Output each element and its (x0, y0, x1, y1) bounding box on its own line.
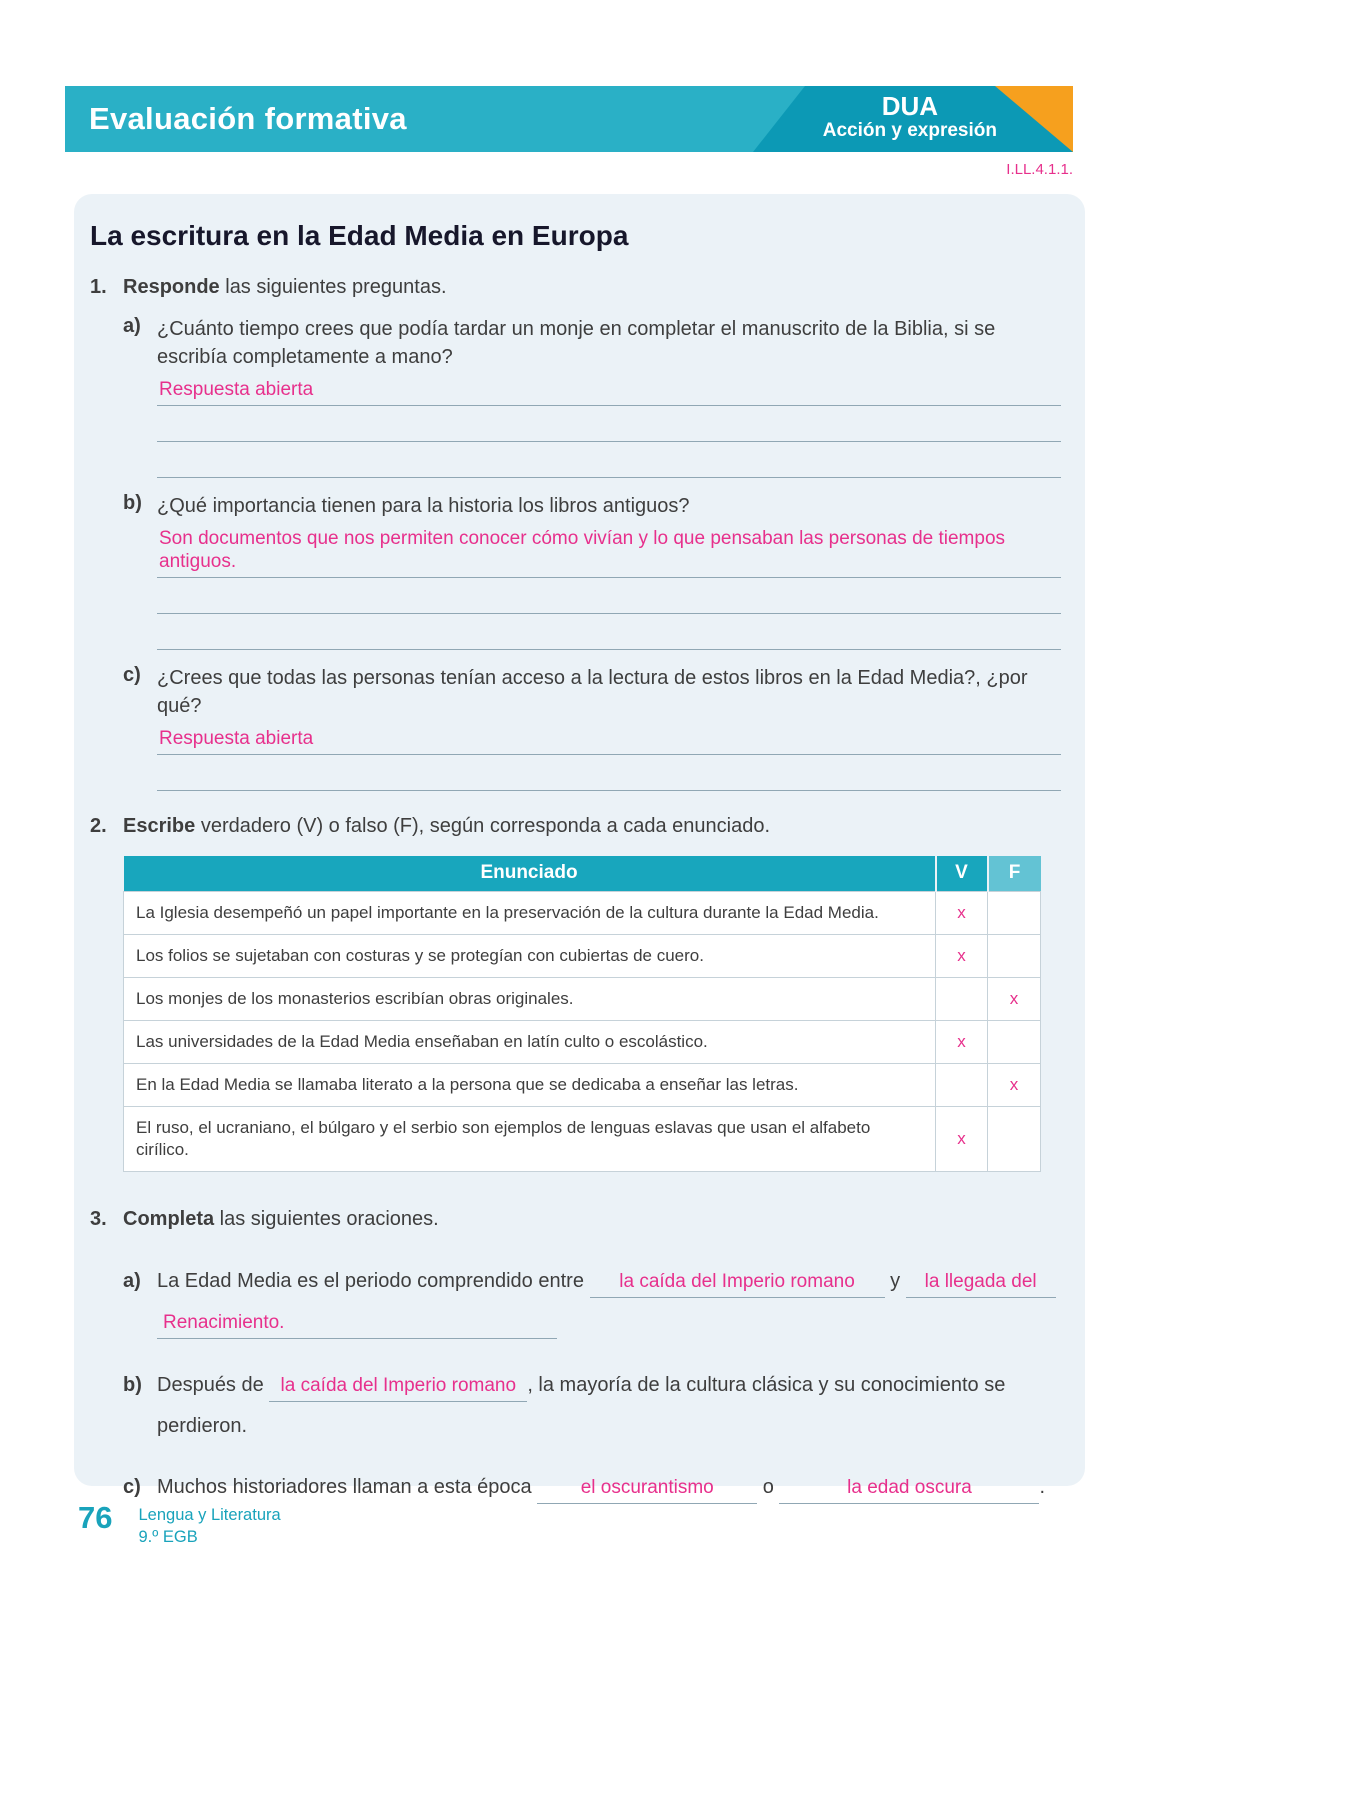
statement-text: La Iglesia desempeñó un papel importante en la preservación de la cultura durante la Edad Media. (124, 891, 936, 934)
question-text: ¿Crees que todas las personas tenían acceso a la lectura de estos libros en la Edad Media?, ¿por qué? (157, 667, 1028, 717)
fill-in-blank[interactable]: la caída del Imperio romano (590, 1270, 885, 1298)
table-row (124, 934, 1041, 977)
question-text: ¿Qué importancia tienen para la historia los libros antiguos? (157, 495, 690, 517)
q3-item-a (123, 1261, 1061, 1343)
sentence: Después de la caída del Imperio romano , la mayoría de la cultura clásica y su conocimiento se perdieron. (157, 1374, 1006, 1438)
footer-grade: 9.º EGB (138, 1528, 198, 1547)
v-mark-cell[interactable] (936, 1063, 988, 1106)
answer-text: Respuesta abierta (159, 379, 314, 400)
f-mark-cell[interactable] (988, 1020, 1041, 1063)
f-mark-cell[interactable]: x (988, 977, 1041, 1020)
answer-blank-line[interactable] (157, 442, 1061, 478)
table-header-row (124, 856, 1041, 891)
fill-in-blank[interactable]: la caída del Imperio romano (269, 1374, 527, 1402)
answer-blank-line[interactable] (157, 614, 1061, 650)
fill-in-blank[interactable]: la edad oscura (779, 1476, 1039, 1504)
f-mark-cell[interactable] (988, 934, 1041, 977)
header-bar (65, 86, 1073, 152)
f-mark-cell[interactable]: x (988, 1063, 1041, 1106)
page-number: 76 (78, 1500, 113, 1535)
item-letter: c) (123, 664, 141, 686)
q1-heading (90, 276, 1061, 299)
fill-in-blank[interactable]: Renacimiento. (157, 1311, 557, 1339)
q1-item-a (123, 315, 1061, 478)
q1-item-b (123, 492, 1061, 650)
item-letter: c) (123, 1476, 141, 1499)
table-row (124, 1020, 1041, 1063)
true-false-table (123, 856, 1041, 1172)
table-row (124, 891, 1041, 934)
answer-text: Son documentos que nos permiten conocer cómo vivían y lo que pensaban las personas de tiempos antiguos. (159, 528, 1006, 572)
fill-in-blank[interactable]: la llegada del (906, 1270, 1056, 1298)
footer-meta (138, 1502, 280, 1549)
worksheet-card (74, 194, 1085, 1499)
item-letter: b) (123, 492, 142, 514)
q2-instruction: Escribe verdadero (V) o falso (F), según corresponda a cada enunciado. (123, 815, 771, 837)
v-mark-cell[interactable]: x (936, 1106, 988, 1171)
dua-title: DUA (881, 91, 939, 121)
q2-heading (90, 815, 1061, 838)
v-mark-cell[interactable] (936, 977, 988, 1020)
page-title: La escritura en la Edad Media en Europa (90, 220, 629, 251)
item-letter: a) (123, 1270, 141, 1293)
answer-line[interactable] (157, 720, 1061, 755)
fill-in-blank[interactable]: el oscurantismo (537, 1476, 757, 1504)
table-row (124, 1063, 1041, 1106)
f-mark-cell[interactable] (988, 891, 1041, 934)
sentence: Muchos historiadores llaman a esta época el oscurantismo o la edad oscura . (157, 1467, 1061, 1508)
answer-line[interactable] (157, 371, 1061, 406)
question-2 (90, 815, 1061, 1172)
column-header-f: F (988, 856, 1041, 891)
dua-subtitle: Acción y expresión (822, 120, 997, 142)
v-mark-cell[interactable]: x (936, 934, 988, 977)
answer-line[interactable] (157, 520, 1061, 578)
question-1 (90, 276, 1061, 791)
skill-code: I.LL.4.1.1. (1006, 161, 1073, 178)
item-letter: b) (123, 1374, 142, 1397)
question-text: ¿Cuánto tiempo crees que podía tardar un monje en completar el manuscrito de la Biblia, si se escribía completamente a mano? (157, 318, 996, 368)
sentence: La Edad Media es el periodo comprendido entre la caída del Imperio romano y la llegada del Renacimiento. (157, 1261, 1061, 1343)
q3-heading (90, 1208, 1061, 1231)
q3-number: 3. (90, 1208, 107, 1231)
q2-number: 2. (90, 815, 107, 837)
table-row (124, 977, 1041, 1020)
footer-subject: Lengua y Literatura (138, 1506, 281, 1524)
statement-text: Los folios se sujetaban con costuras y se protegían con cubiertas de cuero. (124, 934, 936, 977)
q3-item-b (123, 1365, 1061, 1447)
dua-badge (823, 93, 997, 142)
f-mark-cell[interactable] (988, 1106, 1041, 1171)
column-header-v: V (936, 856, 988, 891)
header-title: Evaluación formativa (89, 101, 407, 136)
question-3 (90, 1208, 1061, 1508)
answer-blank-line[interactable] (157, 755, 1061, 791)
v-mark-cell[interactable]: x (936, 1020, 988, 1063)
answer-blank-line[interactable] (157, 406, 1061, 442)
page-footer (78, 1502, 281, 1549)
statement-text: En la Edad Media se llamaba literato a la persona que se dedicaba a enseñar las letras. (124, 1063, 936, 1106)
answer-text: Respuesta abierta (159, 728, 314, 749)
statement-text: Las universidades de la Edad Media enseñaban en latín culto o escolástico. (124, 1020, 936, 1063)
column-header-enunciado: Enunciado (124, 856, 936, 891)
q3-instruction: Completa las siguientes oraciones. (123, 1208, 439, 1231)
q1-item-c (123, 664, 1061, 791)
statement-text: Los monjes de los monasterios escribían obras originales. (124, 977, 936, 1020)
answer-blank-line[interactable] (157, 578, 1061, 614)
q1-instruction: Responde las siguientes preguntas. (123, 276, 447, 298)
v-mark-cell[interactable]: x (936, 891, 988, 934)
q1-number: 1. (90, 276, 107, 298)
table-row (124, 1106, 1041, 1171)
statement-text: El ruso, el ucraniano, el búlgaro y el serbio son ejemplos de lenguas eslavas que usan el alfabeto cirílico. (124, 1106, 936, 1171)
item-letter: a) (123, 315, 141, 337)
